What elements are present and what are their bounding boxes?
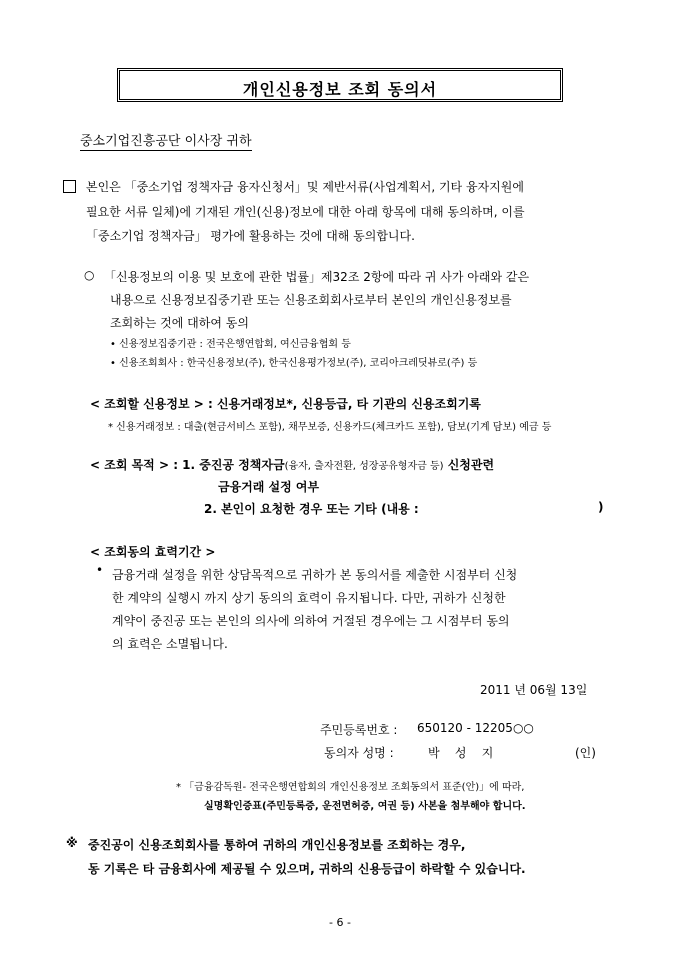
purpose-label: < 조회 목적 > : 1. 중진공 정책자금 — [90, 458, 285, 472]
notice-mark: ※ — [66, 836, 78, 850]
purpose-tail: 신청관련 — [443, 458, 495, 472]
id-label: 주민등록번호 : — [320, 723, 398, 737]
validity-line-4: 의 효력은 소멸됩니다. — [112, 637, 228, 651]
law-line-3: 조회하는 것에 대하여 동의 — [110, 316, 249, 330]
title-box — [117, 68, 563, 102]
footnote-line-2: 실명확인증표(주민등록증, 운전면허증, 여권 등) 사본을 첨부해야 합니다. — [204, 801, 526, 812]
info-note: * 신용거래정보 : 대출(현금서비스 포함), 채무보증, 신용카드(체크카드 포함), 담보(기계 담보) 예금 등 — [108, 422, 552, 433]
addressee: 중소기업진흥공단 이사장 귀하 — [80, 130, 252, 151]
circle-bullet-icon: ○ — [84, 268, 95, 282]
bullet-icon: • — [96, 563, 104, 577]
notice-line-2: 동 기록은 타 금융회사에 제공될 수 있으며, 귀하의 신용등급이 하락할 수 있습니다. — [88, 862, 526, 876]
date: 2011 년 06월 13일 — [480, 683, 588, 697]
checkbox-icon — [63, 180, 76, 193]
name-value: 박 성 지 — [428, 746, 494, 760]
id-value: 650120 - 12205○○ — [417, 721, 534, 735]
page-number: - 6 - — [329, 916, 351, 929]
purpose-close: ) — [598, 500, 604, 514]
validity-heading: < 조회동의 효력기간 > — [90, 545, 216, 559]
seal-mark: (인) — [575, 746, 596, 760]
notice-line-1: 중진공이 신용조회회사를 통하여 귀하의 개인신용정보를 조회하는 경우, — [88, 838, 466, 852]
footnote-line-1: * 「금융감독원- 전국은행연합회의 개인신용정보 조회동의서 표준(안)」에 따라, — [176, 782, 525, 793]
purpose-line-1 — [90, 456, 494, 473]
purpose-line-2: 금융거래 설정 여부 — [218, 480, 320, 494]
law-line-2: 내용으로 신용정보집중기관 또는 신용조회회사로부터 본인의 개인신용정보를 — [110, 293, 512, 307]
law-line-1: 「신용정보의 이용 및 보호에 관한 법률」제32조 2항에 따라 귀 사가 아래와 같은 — [104, 270, 530, 284]
validity-line-3: 계약이 중진공 또는 본인의 의사에 의하여 거절된 경우에는 그 시점부터 동의 — [112, 614, 510, 628]
intro-line-1: 본인은 「중소기업 정책자금 융자신청서」및 제반서류(사업계획서, 기타 융자지원에 — [86, 180, 524, 194]
validity-line-2: 한 계약의 실행시 까지 상기 동의의 효력이 유지됩니다. 다만, 귀하가 신청한 — [112, 591, 506, 605]
name-label: 동의자 성명 : — [324, 746, 394, 760]
purpose-detail: (융자, 출자전환, 성장공유형자금 등) — [284, 461, 444, 472]
validity-line-1: 금융거래 설정을 위한 상담목적으로 귀하가 본 동의서를 제출한 시점부터 신청 — [112, 568, 518, 582]
intro-line-3: 「중소기업 정책자금」 평가에 활용하는 것에 대해 동의합니다. — [86, 229, 415, 243]
purpose-line-3: 2. 본인이 요청한 경우 또는 기타 (내용 : — [204, 502, 419, 516]
law-sub-1: • 신용정보집중기관 : 전국은행연합회, 여신금융협회 등 — [110, 339, 351, 350]
document-title: 개인신용정보 조회 동의서 — [242, 80, 438, 99]
law-sub-2: • 신용조회회사 : 한국신용정보(주), 한국신용평가정보(주), 코리아크레딧뷰로(주) 등 — [110, 358, 478, 369]
intro-line-2: 필요한 서류 일체)에 기재된 개인(신용)정보에 대한 아래 항목에 대해 동의하며, 이를 — [86, 205, 525, 219]
info-heading: < 조회할 신용정보 > : 신용거래정보*, 신용등급, 타 기관의 신용조회기록 — [90, 397, 481, 411]
